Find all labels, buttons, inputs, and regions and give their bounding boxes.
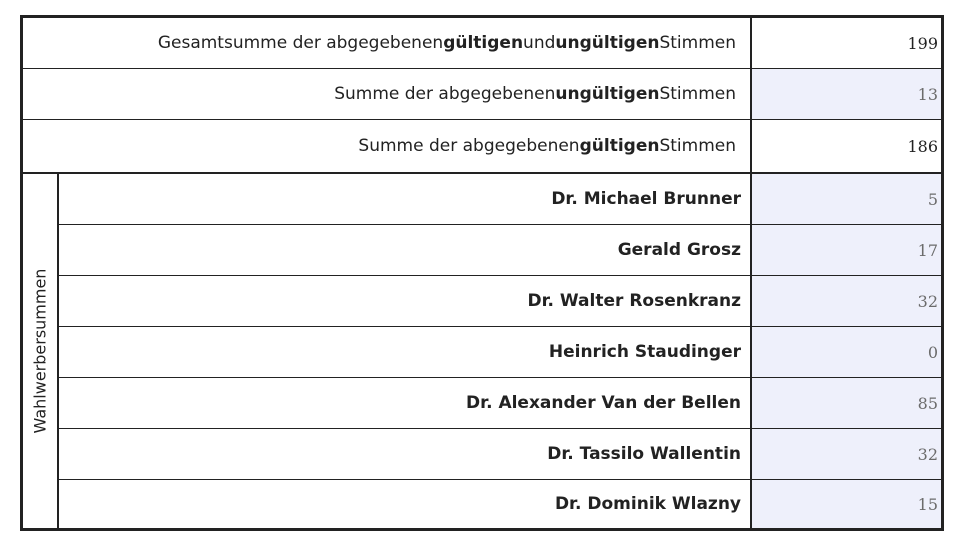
candidate-row	[59, 480, 941, 528]
label-emphasis: gültigen	[443, 33, 524, 53]
candidate-votes-input[interactable]: 32	[750, 429, 941, 479]
candidate-votes-input[interactable]: 32	[750, 276, 941, 326]
candidate-row	[59, 276, 941, 327]
candidate-votes-input[interactable]: 85	[750, 378, 941, 428]
section-label-text: Wahlwerbersummen	[30, 268, 50, 434]
candidate-name: Dr. Alexander Van der Bellen	[466, 393, 741, 413]
candidate-votes-input[interactable]: 15	[750, 480, 941, 528]
label-text: Stimmen	[659, 33, 736, 53]
invalid-votes-label	[23, 69, 750, 119]
label-text: Stimmen	[659, 136, 736, 156]
candidate-votes-input[interactable]: 17	[750, 225, 941, 275]
candidate-row	[59, 174, 941, 225]
valid-votes-row	[23, 120, 941, 174]
invalid-votes-input[interactable]: 13	[750, 69, 941, 119]
candidate-name: Dr. Michael Brunner	[551, 189, 741, 209]
valid-votes-value: 186	[750, 120, 941, 172]
label-emphasis: ungültigen	[555, 33, 660, 53]
label-text: Summe der abgegebenen	[334, 84, 556, 104]
label-text: Gesamtsumme der abgegebenen	[157, 33, 444, 53]
valid-votes-label	[23, 120, 750, 172]
label-text: und	[523, 33, 556, 53]
candidate-section-label	[23, 174, 59, 528]
candidate-row	[59, 327, 941, 378]
invalid-votes-row	[23, 69, 941, 120]
vote-tally-table	[20, 15, 944, 531]
label-text: Stimmen	[659, 84, 736, 104]
total-votes-label	[23, 18, 750, 68]
candidate-name: Dr. Dominik Wlazny	[554, 494, 741, 514]
label-emphasis: ungültigen	[555, 84, 660, 104]
label-text: Summe der abgegebenen	[358, 136, 580, 156]
total-votes-row	[23, 18, 941, 69]
candidate-row	[59, 225, 941, 276]
candidate-row	[59, 429, 941, 480]
candidate-name: Gerald Grosz	[617, 240, 741, 260]
candidate-votes-input[interactable]: 5	[750, 174, 941, 224]
total-votes-value: 199	[750, 18, 941, 68]
candidate-name: Heinrich Staudinger	[548, 342, 741, 362]
candidate-votes-input[interactable]: 0	[750, 327, 941, 377]
candidate-name: Dr. Tassilo Wallentin	[547, 444, 741, 464]
label-emphasis: gültigen	[579, 136, 660, 156]
candidate-name: Dr. Walter Rosenkranz	[527, 291, 741, 311]
candidate-row	[59, 378, 941, 429]
